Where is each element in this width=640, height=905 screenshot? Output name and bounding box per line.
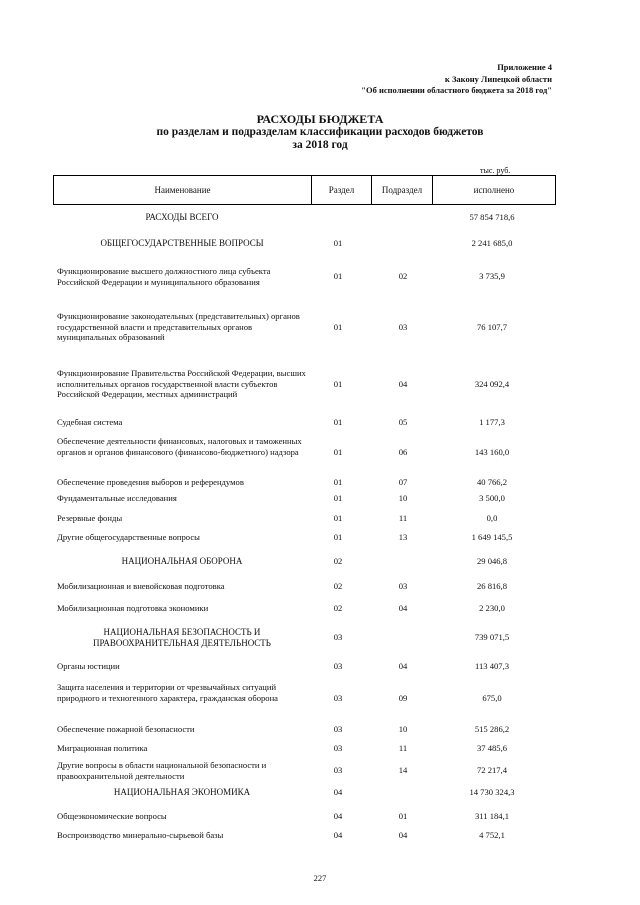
row-ispolneno: 113 407,3	[474, 661, 510, 671]
row-razdel: 01	[333, 379, 343, 389]
row-ispolneno: 76 107,7	[476, 322, 508, 332]
row-name: Защита населения и территории от чрезвычайных ситуаций природного и техногенного характера, гражданская оборона	[57, 682, 278, 703]
row-ispolneno: 1 649 145,5	[471, 532, 513, 542]
row-razdel: 01	[333, 493, 343, 503]
row-podrazdel: 10	[398, 493, 408, 503]
row-name: ОБЩЕГОСУДАРСТВЕННЫЕ ВОПРОСЫ	[100, 238, 264, 248]
row-razdel: 04	[333, 787, 343, 797]
row-razdel: 02	[333, 556, 343, 566]
row-name: Функционирование высшего должностного лица субъекта Российской Федерации и муниципального образования	[57, 266, 271, 287]
row-razdel: 04	[333, 811, 343, 821]
unit-label: тыс. руб.	[480, 166, 511, 175]
row-name: Обеспечение деятельности финансовых, налоговых и таможенных органов и органов финансового (финансово-бюджетного) надзора	[57, 436, 302, 457]
row-podrazdel: 09	[398, 693, 408, 703]
row-ispolneno: 0,0	[486, 513, 498, 523]
row-name: Общеэкономические вопросы	[57, 811, 167, 821]
row-razdel: 01	[333, 271, 343, 281]
row-ispolneno: 675,0	[482, 693, 502, 703]
title-line-2: по разделам и подразделам классификации расходов бюджетов	[156, 126, 484, 138]
row-razdel: 03	[333, 693, 343, 703]
row-razdel: 03	[333, 724, 343, 734]
row-name: РАСХОДЫ ВСЕГО	[145, 212, 219, 222]
row-ispolneno: 1 177,3	[479, 417, 505, 427]
row-name: Судебная система	[57, 417, 123, 427]
row-ispolneno: 37 485,6	[476, 743, 508, 753]
row-name: Функционирование Правительства Российской Федерации, высших исполнительных органов государственной власти субъектов Российской Федерации, местных администраций	[57, 368, 306, 399]
row-podrazdel: 10	[398, 724, 408, 734]
document-title	[0, 112, 640, 152]
row-name: НАЦИОНАЛЬНАЯ ОБОРОНА	[121, 556, 243, 566]
row-ispolneno: 4 752,1	[479, 830, 505, 840]
row-podrazdel: 03	[398, 581, 408, 591]
row-ispolneno: 29 046,8	[476, 556, 508, 566]
header-podrazdel: Подраздел	[372, 176, 433, 204]
row-podrazdel: 11	[398, 513, 408, 523]
row-ispolneno: 40 766,2	[476, 477, 508, 487]
row-podrazdel: 11	[398, 743, 408, 753]
appendix-line-1: Приложение 4	[497, 62, 552, 72]
row-name: Воспроизводство минерально-сырьевой базы	[57, 830, 224, 840]
title-line-1: РАСХОДЫ БЮДЖЕТА	[256, 112, 384, 126]
row-razdel: 02	[333, 581, 343, 591]
row-name: НАЦИОНАЛЬНАЯ БЕЗОПАСНОСТЬ И ПРАВООХРАНИТЕЛЬНАЯ ДЕЯТЕЛЬНОСТЬ	[93, 627, 271, 648]
row-name: Другие вопросы в области национальной безопасности и правоохранительной деятельности	[57, 760, 267, 781]
row-razdel: 01	[333, 238, 343, 248]
row-ispolneno: 324 092,4	[474, 379, 510, 389]
row-podrazdel: 04	[398, 603, 408, 613]
row-name: Обеспечение пожарной безопасности	[57, 724, 195, 734]
row-podrazdel: 04	[398, 661, 408, 671]
row-ispolneno: 515 286,2	[474, 724, 510, 734]
row-razdel: 01	[333, 417, 343, 427]
header-razdel: Раздел	[312, 176, 372, 204]
row-razdel: 04	[333, 830, 343, 840]
row-ispolneno: 14 730 324,3	[469, 787, 515, 797]
row-podrazdel: 07	[398, 477, 408, 487]
row-ispolneno: 72 217,4	[476, 765, 508, 775]
row-ispolneno: 3 735,9	[479, 271, 505, 281]
row-name: Функционирование законодательных (представительных) органов государственной власти и представительных органов муниципальных образований	[57, 311, 300, 342]
row-name: Обеспечение проведения выборов и референдумов	[57, 477, 244, 487]
table-header	[53, 175, 556, 205]
row-ispolneno: 2 241 685,0	[471, 238, 513, 248]
row-razdel: 01	[333, 513, 343, 523]
row-podrazdel: 06	[398, 447, 408, 457]
row-name: Фундаментальные исследования	[57, 493, 177, 503]
row-razdel: 01	[333, 322, 343, 332]
row-razdel: 01	[333, 477, 343, 487]
row-podrazdel: 04	[398, 830, 408, 840]
row-razdel: 03	[333, 743, 343, 753]
row-podrazdel: 05	[398, 417, 408, 427]
row-razdel: 03	[333, 632, 343, 642]
row-ispolneno: 2 230,0	[479, 603, 505, 613]
row-ispolneno: 26 816,8	[476, 581, 508, 591]
row-ispolneno: 143 160,0	[474, 447, 510, 457]
row-name: Миграционная политика	[57, 743, 148, 753]
row-podrazdel: 14	[398, 765, 408, 775]
header-ispolneno: исполнено	[473, 185, 515, 195]
row-podrazdel: 13	[398, 532, 408, 542]
row-name: Другие общегосударственные вопросы	[57, 532, 200, 542]
title-line-3: за 2018 год	[292, 139, 348, 151]
row-ispolneno: 739 071,5	[474, 632, 510, 642]
page-number: 227	[313, 873, 327, 883]
row-razdel: 03	[333, 765, 343, 775]
row-razdel: 01	[333, 447, 343, 457]
row-ispolneno: 57 854 718,6	[469, 212, 515, 222]
appendix-header	[361, 62, 552, 97]
header-name: Наименование	[54, 176, 312, 204]
row-razdel: 03	[333, 661, 343, 671]
appendix-line-2: к Закону Липецкой области	[444, 73, 552, 84]
row-razdel: 02	[333, 603, 343, 613]
row-podrazdel: 01	[398, 811, 408, 821]
row-razdel: 01	[333, 532, 343, 542]
row-name: Мобилизационная и вневойсковая подготовка	[57, 581, 225, 591]
row-podrazdel: 03	[398, 322, 408, 332]
row-ispolneno: 3 500,0	[479, 493, 505, 503]
row-name: Резервные фонды	[57, 513, 123, 523]
row-name: Мобилизационная подготовка экономики	[57, 603, 209, 613]
row-ispolneno: 311 184,1	[474, 811, 510, 821]
row-podrazdel: 02	[398, 271, 408, 281]
row-name: НАЦИОНАЛЬНАЯ ЭКОНОМИКА	[113, 787, 251, 797]
row-podrazdel: 04	[398, 379, 408, 389]
row-name: Органы юстиции	[57, 661, 120, 671]
appendix-line-3: "Об исполнении областного бюджета за 2018 год"	[361, 85, 552, 95]
